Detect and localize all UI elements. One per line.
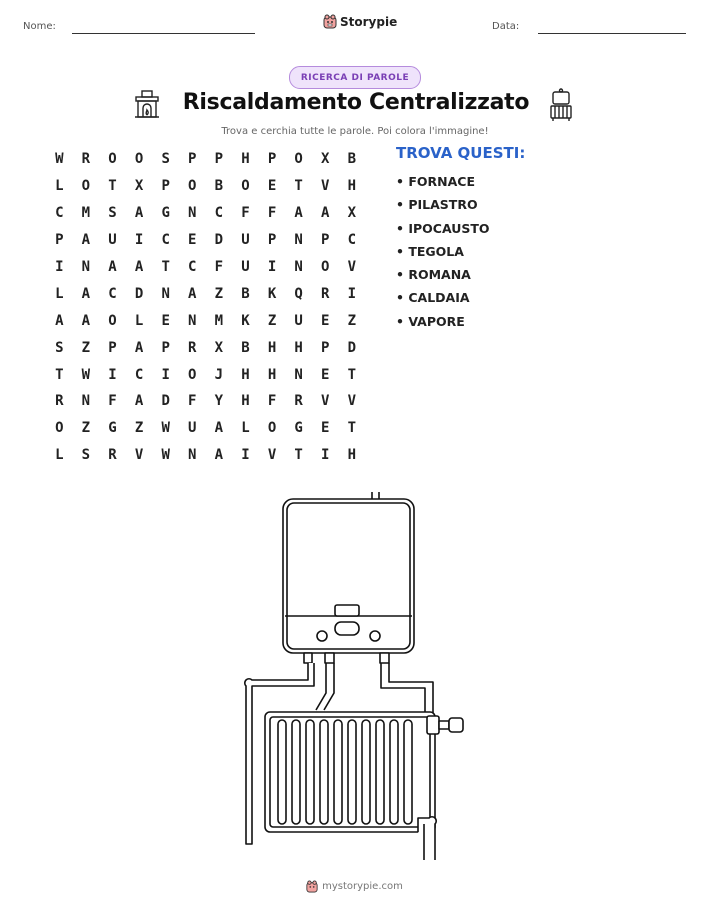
storypie-logo-icon (323, 14, 337, 29)
grid-letter[interactable]: W (55, 151, 64, 168)
grid-letter[interactable]: O (108, 151, 117, 168)
grid-letter[interactable]: R (188, 339, 197, 356)
grid-letter[interactable]: C (108, 285, 117, 302)
footer-url[interactable]: mystorypie.com (322, 881, 403, 892)
grid-letter[interactable]: Z (81, 420, 91, 437)
fireplace-icon (133, 89, 161, 121)
grid-letter[interactable]: U (241, 259, 250, 275)
grid-letter[interactable]: L (241, 420, 250, 437)
date-line[interactable] (538, 33, 686, 34)
boiler-radiator-illustration (238, 488, 470, 860)
grid-letter[interactable]: L (55, 285, 64, 302)
grid-letter[interactable]: X (347, 205, 357, 222)
grid-letter[interactable]: E (321, 312, 330, 329)
grid-letter[interactable]: E (321, 366, 330, 383)
grid-letter[interactable]: Z (347, 312, 357, 329)
grid-letter[interactable]: U (108, 232, 117, 249)
grid-letter[interactable]: N (188, 312, 197, 329)
grid-letter[interactable]: F (241, 205, 250, 222)
grid-letter[interactable]: K (241, 312, 250, 329)
grid-letter[interactable]: F (188, 393, 197, 410)
grid-letter[interactable]: B (347, 151, 357, 168)
grid-letter[interactable]: F (267, 205, 277, 222)
grid-letter[interactable]: E (188, 232, 197, 249)
grid-letter[interactable]: P (188, 151, 197, 168)
grid-letter[interactable]: D (214, 232, 224, 249)
grid-letter[interactable]: S (55, 339, 64, 356)
grid-row (46, 307, 365, 334)
grid-letter[interactable]: R (321, 285, 330, 302)
grid-letter[interactable]: P (321, 339, 330, 356)
grid-letter[interactable]: P (161, 178, 170, 195)
grid-letter[interactable]: C (161, 232, 170, 249)
word-list-item: • ROMANA (396, 267, 471, 283)
grid-letter[interactable]: V (134, 447, 144, 464)
grid-letter[interactable]: V (347, 259, 357, 275)
grid-letter[interactable]: N (188, 447, 197, 464)
grid-letter[interactable]: K (267, 285, 277, 302)
grid-row (46, 173, 365, 200)
grid-letter[interactable]: X (214, 339, 224, 356)
grid-letter[interactable]: O (55, 420, 64, 437)
grid-letter[interactable]: O (134, 151, 144, 168)
grid-letter[interactable]: R (81, 151, 91, 168)
grid-row (46, 334, 365, 361)
word-list (396, 144, 525, 333)
grid-letter[interactable]: I (347, 285, 357, 302)
storypie-footer-icon (306, 880, 318, 893)
grid-letter[interactable]: N (294, 232, 303, 249)
grid-letter[interactable]: T (347, 420, 357, 437)
grid-letter[interactable]: O (188, 178, 197, 195)
grid-letter[interactable]: A (134, 205, 144, 222)
word-list-title: TROVA QUESTI: (396, 144, 526, 162)
grid-letter[interactable]: W (161, 420, 170, 437)
grid-letter[interactable]: M (81, 205, 91, 222)
grid-letter[interactable]: R (55, 393, 64, 410)
grid-letter[interactable]: N (161, 285, 170, 302)
grid-letter[interactable]: X (321, 151, 330, 168)
grid-letter[interactable]: Z (134, 420, 144, 437)
grid-letter[interactable]: N (81, 393, 91, 410)
grid-letter[interactable]: B (241, 339, 250, 356)
grid-letter[interactable]: C (347, 232, 357, 249)
grid-row (46, 146, 365, 173)
grid-letter[interactable]: T (294, 447, 303, 464)
grid-letter[interactable]: I (134, 232, 144, 249)
grid-letter[interactable]: N (188, 205, 197, 222)
grid-letter[interactable]: T (108, 178, 117, 195)
grid-letter[interactable]: X (134, 178, 144, 195)
grid-letter[interactable]: U (294, 312, 303, 329)
word-list-item: • CALDAIA (396, 290, 470, 306)
grid-letter[interactable]: H (267, 366, 277, 383)
grid-letter[interactable]: O (321, 259, 330, 275)
grid-letter[interactable]: G (108, 420, 117, 437)
grid-letter[interactable]: I (321, 447, 330, 464)
grid-letter[interactable]: H (347, 447, 357, 464)
grid-row (46, 388, 365, 415)
instructions: Trova e cerchia tutte le parole. Poi colora l'immagine! (221, 126, 489, 137)
grid-letter[interactable]: I (241, 447, 250, 464)
grid-letter[interactable]: T (347, 366, 357, 383)
grid-letter[interactable]: P (55, 232, 64, 249)
date-label: Data: (492, 21, 520, 32)
grid-letter[interactable]: G (161, 205, 170, 222)
grid-letter[interactable]: A (214, 420, 224, 437)
grid-letter[interactable]: V (347, 393, 357, 410)
grid-letter[interactable]: F (267, 393, 277, 410)
grid-row (46, 442, 365, 469)
grid-letter[interactable]: E (161, 312, 170, 329)
grid-letter[interactable]: A (321, 205, 330, 222)
grid-letter[interactable]: Q (294, 285, 303, 302)
grid-letter[interactable]: V (267, 447, 277, 464)
grid-letter[interactable]: A (134, 259, 144, 275)
grid-letter[interactable]: V (321, 393, 330, 410)
grid-letter[interactable]: I (108, 366, 117, 383)
grid-row (46, 254, 365, 281)
grid-letter[interactable]: B (241, 285, 250, 302)
grid-letter[interactable]: H (294, 339, 303, 356)
grid-letter[interactable]: N (81, 259, 91, 275)
footer (0, 880, 709, 893)
grid-letter[interactable]: H (241, 366, 250, 383)
grid-letter[interactable]: D (161, 393, 170, 410)
grid-letter[interactable]: A (81, 312, 91, 329)
grid-letter[interactable]: Z (81, 339, 91, 356)
grid-letter[interactable]: A (188, 285, 197, 302)
grid-letter[interactable]: O (241, 178, 250, 195)
grid-letter[interactable]: E (267, 178, 277, 195)
grid-letter[interactable]: A (294, 205, 303, 222)
grid-letter[interactable]: H (241, 393, 250, 410)
word-list-item: • IPOCAUSTO (396, 220, 490, 236)
grid-letter[interactable]: Y (214, 393, 224, 410)
grid-letter[interactable]: A (214, 447, 224, 464)
grid-letter[interactable]: O (294, 151, 303, 168)
grid-letter[interactable]: R (108, 447, 117, 464)
grid-letter[interactable]: P (267, 151, 277, 168)
grid-letter[interactable]: F (214, 259, 224, 275)
activity-badge: RICERCA DI PAROLE (289, 66, 421, 89)
grid-row (46, 227, 365, 254)
grid-letter[interactable]: P (214, 151, 224, 168)
grid-letter[interactable]: O (188, 366, 197, 383)
grid-letter[interactable]: C (134, 366, 144, 383)
grid-letter[interactable]: T (161, 259, 170, 275)
word-list-item: • FORNACE (396, 174, 475, 189)
brand-logo (323, 14, 397, 29)
grid-letter[interactable]: S (81, 447, 91, 464)
grid-letter[interactable]: O (81, 178, 91, 195)
word-list-item: • TEGOLA (396, 243, 464, 259)
word-list-item: • VAPORE (396, 313, 465, 329)
grid-letter[interactable]: I (161, 366, 170, 383)
grid-letter[interactable]: C (214, 205, 224, 222)
grid-letter[interactable]: P (267, 232, 277, 249)
grid-letter[interactable]: H (267, 339, 277, 356)
heater-icon (547, 88, 575, 122)
grid-row (46, 361, 365, 388)
grid-letter[interactable]: I (55, 259, 64, 275)
grid-row (46, 200, 365, 227)
name-line[interactable] (72, 33, 255, 34)
grid-letter[interactable]: T (55, 366, 64, 383)
grid-letter[interactable]: C (55, 205, 64, 222)
grid-letter[interactable]: W (81, 366, 91, 383)
grid-letter[interactable]: U (188, 420, 197, 437)
grid-letter[interactable]: A (81, 232, 91, 249)
grid-letter[interactable]: A (81, 285, 91, 302)
grid-letter[interactable]: N (294, 259, 303, 275)
grid-letter[interactable]: U (241, 232, 250, 249)
grid-letter[interactable]: Z (267, 312, 277, 329)
grid-row (46, 415, 365, 442)
grid-letter[interactable]: M (214, 312, 224, 329)
name-label: Nome: (23, 21, 56, 32)
grid-letter[interactable]: P (108, 339, 117, 356)
grid-letter[interactable]: A (55, 312, 64, 329)
grid-letter[interactable]: Z (214, 285, 224, 302)
grid-letter[interactable]: L (134, 312, 144, 329)
grid-letter[interactable]: B (214, 178, 224, 195)
grid-letter[interactable]: L (55, 447, 64, 464)
grid-letter[interactable]: L (55, 178, 64, 195)
grid-letter[interactable]: P (321, 232, 330, 249)
grid-letter[interactable]: G (294, 420, 303, 437)
grid-letter[interactable]: A (134, 393, 144, 410)
grid-letter[interactable]: T (294, 178, 303, 195)
grid-letter[interactable]: O (108, 312, 117, 329)
grid-row (46, 280, 365, 307)
grid-letter[interactable]: D (347, 339, 357, 356)
grid-letter[interactable]: J (214, 366, 224, 383)
grid-letter[interactable]: F (108, 393, 117, 410)
brand-name: Storypie (340, 14, 398, 29)
grid-letter[interactable]: E (321, 420, 330, 437)
grid-letter[interactable]: O (267, 420, 277, 437)
grid-letter[interactable]: V (321, 178, 330, 195)
grid-letter[interactable]: P (161, 339, 170, 356)
word-search-grid (46, 146, 365, 469)
grid-letter[interactable]: H (347, 178, 357, 195)
grid-letter[interactable]: D (134, 285, 144, 302)
grid-letter[interactable]: S (161, 151, 170, 168)
grid-letter[interactable]: R (294, 393, 303, 410)
grid-letter[interactable]: S (108, 205, 117, 222)
grid-letter[interactable]: H (241, 151, 250, 168)
grid-letter[interactable]: A (134, 339, 144, 356)
grid-letter[interactable]: A (108, 259, 117, 275)
grid-letter[interactable]: W (161, 447, 170, 464)
word-list-item: • PILASTRO (396, 197, 478, 213)
grid-letter[interactable]: I (267, 259, 277, 275)
grid-letter[interactable]: C (188, 259, 197, 275)
page-title: Riscaldamento Centralizzato (182, 90, 530, 115)
grid-letter[interactable]: N (294, 366, 303, 383)
